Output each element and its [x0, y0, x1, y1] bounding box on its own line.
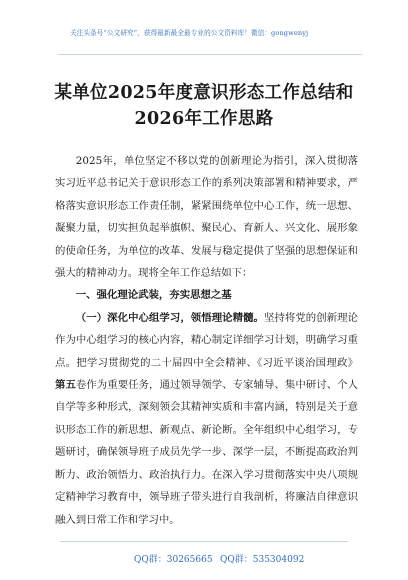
subsection-bold-volume: 第五 — [55, 379, 76, 392]
footer-qq-group-1: QQ群：30265665 — [134, 555, 213, 565]
title-line-1: 某单位2025年度意识形态工作总结和 — [54, 83, 354, 103]
subsection-paragraph-1 — [55, 307, 358, 531]
footer-qq-group-2: QQ群：535304092 — [220, 555, 305, 565]
intro-paragraph: 2025年，单位坚定不移以党的创新理论为指引，深入贯彻落实习近平总书记关于意识形态工作的系列决策部署和精神要求，严格落实意识形态工作责任制，紧紧围绕单位中心工作，统一思想、凝聚力量，切实担负起举旗帜、聚民心、育新人、兴文化、展形象的使命任务，为单位的改革、发展与稳定提供了坚强的思想保证和强大的精神动力。现将全年工作总结如下： — [55, 155, 358, 280]
document-body — [55, 150, 358, 531]
subsection-text-a: 坚持将党的创新理论作为中心组学习的核心内容，精心制定详细学习计划，明确学习重点。把学习贯彻党的二十届四中全会精神、《习近平谈治国理政》 — [55, 311, 359, 369]
subsection-text-b: 卷作为重要任务，通过领导领学、专家辅导、集中研讨、个人自学等多种形式，深刻领会其精神实质和丰富内涵，特别是关于意识形态工作的新思想、新观点、新论断。全年组织中心组学习，专题研讨，确保领导班子成员先学一步、深学一层，不断提高政治判断力、政治领悟力、政治执行力。在深入学习贯彻落实中央八项规定精神学习教育中，领导班子带头进行自我剖析，将廉洁自律意识融入到日常工作和学习中。 — [55, 379, 359, 526]
page-footer — [60, 541, 348, 572]
header-note: 关注头条号“公文研究”，获得最新最全最专业的公文资料库！微信：gongwenyj — [70, 29, 309, 37]
section-heading-1: 一、强化理论武装，夯实思想之基 — [75, 289, 232, 302]
subsection-heading-1: （一）深化中心组学习，领悟理论精髓。 — [75, 311, 264, 324]
document-title — [36, 80, 372, 132]
page-header — [58, 0, 362, 55]
title-line-2: 2026年工作思路 — [134, 109, 274, 129]
